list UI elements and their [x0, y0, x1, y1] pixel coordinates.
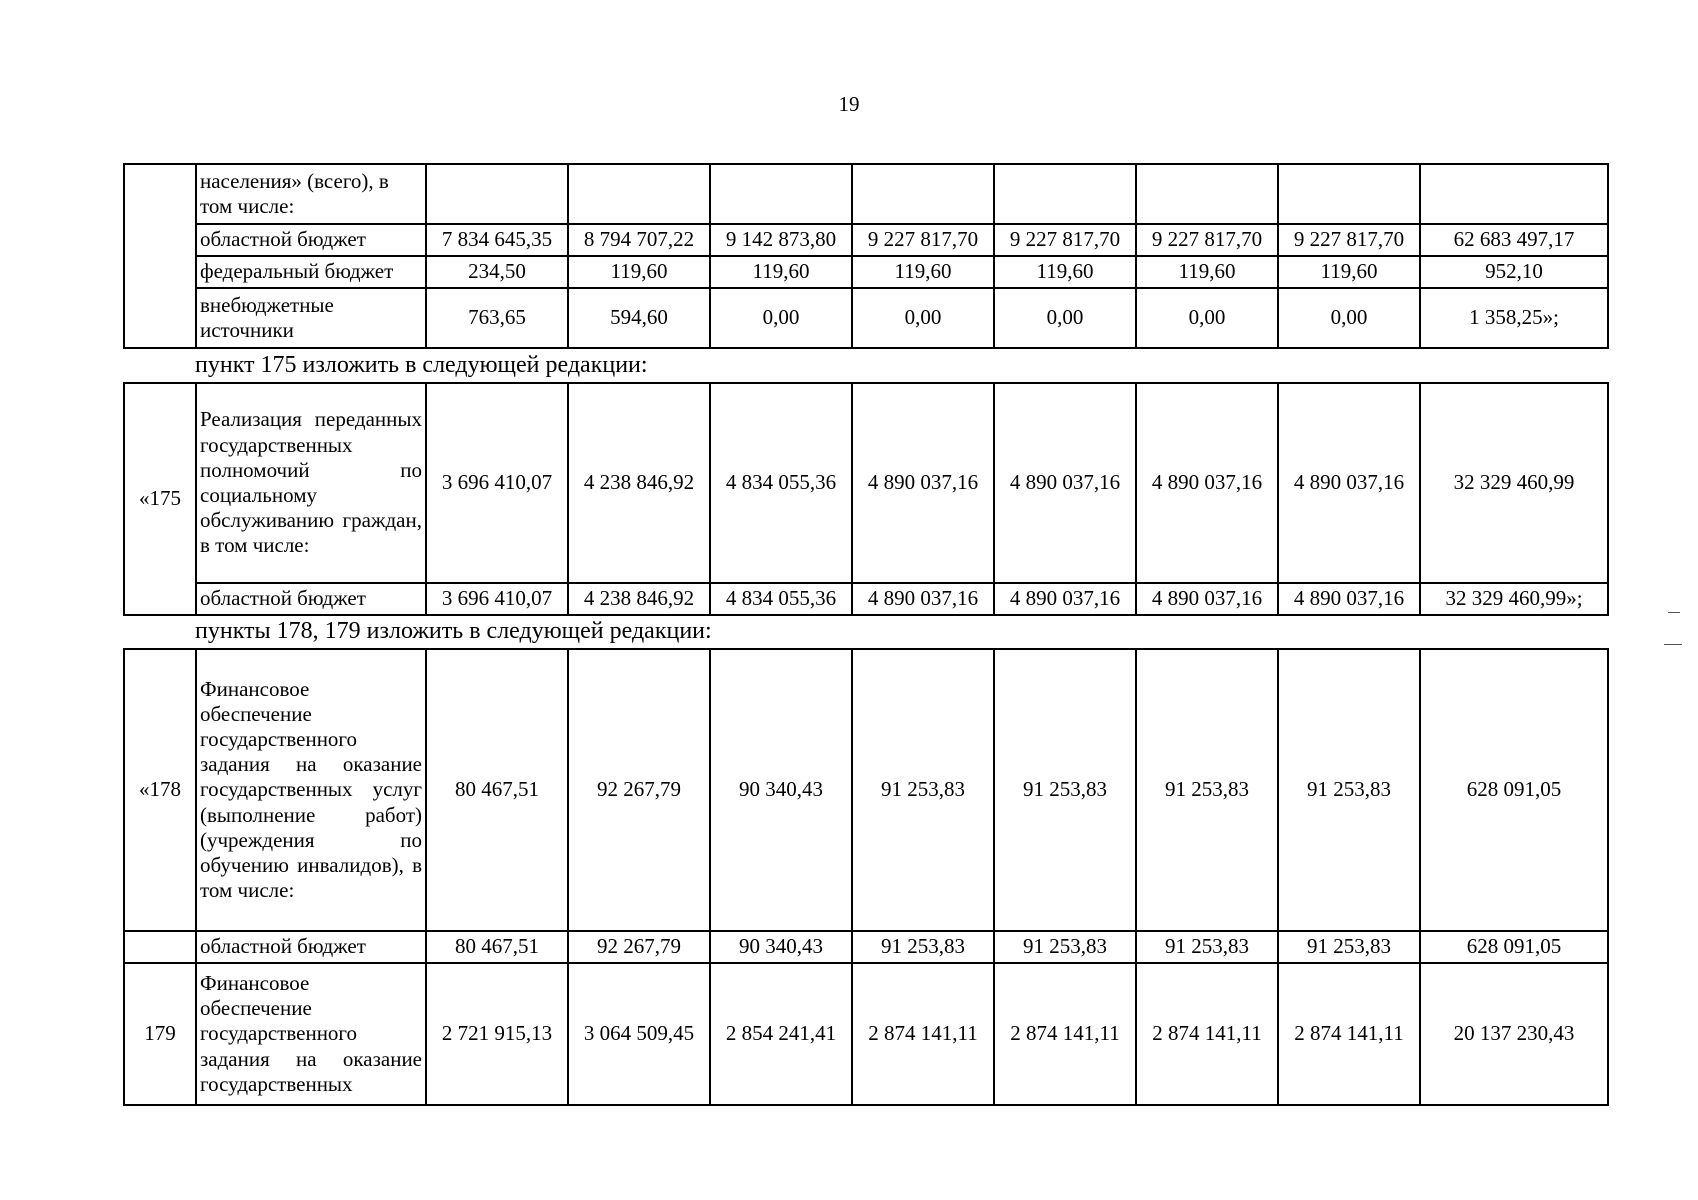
total-cell: 628 091,05	[1420, 931, 1608, 963]
budget-table-item-175	[123, 382, 1609, 616]
row-label: Реализация переданных государственных полномочий по социальному обслуживанию граждан, в том числе:	[196, 383, 426, 583]
value-cell: 80 467,51	[426, 931, 568, 963]
budget-table-items-178-179	[123, 648, 1609, 1106]
value-cell: 91 253,83	[852, 649, 994, 931]
total-cell: 952,10	[1420, 256, 1608, 288]
value-cell: 2 874 141,11	[852, 963, 994, 1105]
total-cell: 62 683 497,17	[1420, 224, 1608, 256]
value-cell: 4 890 037,16	[1278, 383, 1420, 583]
value-cell: 91 253,83	[994, 931, 1136, 963]
budget-table-continuation	[123, 163, 1609, 349]
total-cell: 32 329 460,99	[1420, 383, 1608, 583]
value-cell: 9 142 873,80	[710, 224, 852, 256]
value-cell	[568, 164, 710, 224]
value-cell: 594,60	[568, 288, 710, 348]
value-cell	[994, 164, 1136, 224]
value-cell: 4 890 037,16	[1136, 583, 1278, 615]
page-number: 19	[838, 92, 860, 116]
value-cell: 91 253,83	[852, 931, 994, 963]
value-cell: 90 340,43	[710, 649, 852, 931]
value-cell: 80 467,51	[426, 649, 568, 931]
value-cell: 2 874 141,11	[994, 963, 1136, 1105]
value-cell: 9 227 817,70	[1136, 224, 1278, 256]
value-cell: 91 253,83	[1278, 649, 1420, 931]
value-cell: 119,60	[710, 256, 852, 288]
value-cell: 92 267,79	[568, 931, 710, 963]
total-cell: 32 329 460,99»;	[1420, 583, 1608, 615]
value-cell: 4 238 846,92	[568, 383, 710, 583]
table-row	[124, 963, 1608, 1105]
value-cell: 8 794 707,22	[568, 224, 710, 256]
table-row	[124, 164, 1608, 224]
value-cell: 119,60	[852, 256, 994, 288]
value-cell	[1136, 164, 1278, 224]
value-cell: 9 227 817,70	[994, 224, 1136, 256]
value-cell: 91 253,83	[994, 649, 1136, 931]
value-cell	[426, 164, 568, 224]
value-cell: 0,00	[994, 288, 1136, 348]
value-cell: 3 064 509,45	[568, 963, 710, 1105]
row-label: федеральный бюджет	[196, 256, 426, 288]
table-row	[124, 224, 1608, 256]
value-cell: 7 834 645,35	[426, 224, 568, 256]
value-cell: 4 890 037,16	[852, 583, 994, 615]
value-cell: 91 253,83	[1278, 931, 1420, 963]
value-cell: 9 227 817,70	[1278, 224, 1420, 256]
table-row	[124, 288, 1608, 348]
value-cell: 2 854 241,41	[710, 963, 852, 1105]
value-cell: 0,00	[710, 288, 852, 348]
item-index: «175	[124, 383, 196, 615]
total-cell: 628 091,05	[1420, 649, 1608, 931]
value-cell: 4 890 037,16	[1278, 583, 1420, 615]
value-cell	[1278, 164, 1420, 224]
value-cell: 9 227 817,70	[852, 224, 994, 256]
table-row	[124, 256, 1608, 288]
value-cell: 234,50	[426, 256, 568, 288]
row-label: областной бюджет	[196, 224, 426, 256]
value-cell: 0,00	[852, 288, 994, 348]
value-cell	[852, 164, 994, 224]
value-cell: 91 253,83	[1136, 649, 1278, 931]
row-label: внебюджетные источники	[196, 288, 426, 348]
row-label: Финансовое обеспечение государственного задания на оказание государственных услуг (выполнение работ) (учреждения по обучению инвалидов), в том числе:	[196, 649, 426, 931]
value-cell: 92 267,79	[568, 649, 710, 931]
table-row	[124, 931, 1608, 963]
value-cell: 0,00	[1136, 288, 1278, 348]
instruction-text: пункт 175 изложить в следующей редакции:	[195, 352, 648, 378]
instruction-text: пункты 178, 179 изложить в следующей редакции:	[195, 618, 712, 644]
value-cell: 119,60	[568, 256, 710, 288]
value-cell: 3 696 410,07	[426, 583, 568, 615]
scan-artifact-mark	[1664, 644, 1682, 645]
value-cell: 4 834 055,36	[710, 583, 852, 615]
row-label: Финансовое обеспечение государственного задания на оказание государственных	[196, 963, 426, 1105]
scan-artifact-mark	[1668, 612, 1680, 613]
value-cell: 2 874 141,11	[1136, 963, 1278, 1105]
table-row	[124, 383, 1608, 583]
index-cell	[124, 164, 196, 348]
index-cell	[124, 931, 196, 963]
value-cell	[710, 164, 852, 224]
value-cell: 763,65	[426, 288, 568, 348]
table-row	[124, 583, 1608, 615]
value-cell: 0,00	[1278, 288, 1420, 348]
value-cell: 4 834 055,36	[710, 383, 852, 583]
total-cell: 1 358,25»;	[1420, 288, 1608, 348]
value-cell: 3 696 410,07	[426, 383, 568, 583]
row-label: областной бюджет	[196, 583, 426, 615]
value-cell: 4 238 846,92	[568, 583, 710, 615]
value-cell: 2 721 915,13	[426, 963, 568, 1105]
item-index: «178	[124, 649, 196, 931]
value-cell: 4 890 037,16	[1136, 383, 1278, 583]
total-cell: 20 137 230,43	[1420, 963, 1608, 1105]
value-cell: 4 890 037,16	[994, 383, 1136, 583]
value-cell: 4 890 037,16	[852, 383, 994, 583]
table-row	[124, 649, 1608, 931]
total-cell	[1420, 164, 1608, 224]
row-label: областной бюджет	[196, 931, 426, 963]
row-label: населения» (всего), в том числе:	[196, 164, 426, 224]
value-cell: 2 874 141,11	[1278, 963, 1420, 1105]
value-cell: 4 890 037,16	[994, 583, 1136, 615]
value-cell: 119,60	[1136, 256, 1278, 288]
value-cell: 119,60	[994, 256, 1136, 288]
value-cell: 90 340,43	[710, 931, 852, 963]
item-index: 179	[124, 963, 196, 1105]
value-cell: 91 253,83	[1136, 931, 1278, 963]
value-cell: 119,60	[1278, 256, 1420, 288]
